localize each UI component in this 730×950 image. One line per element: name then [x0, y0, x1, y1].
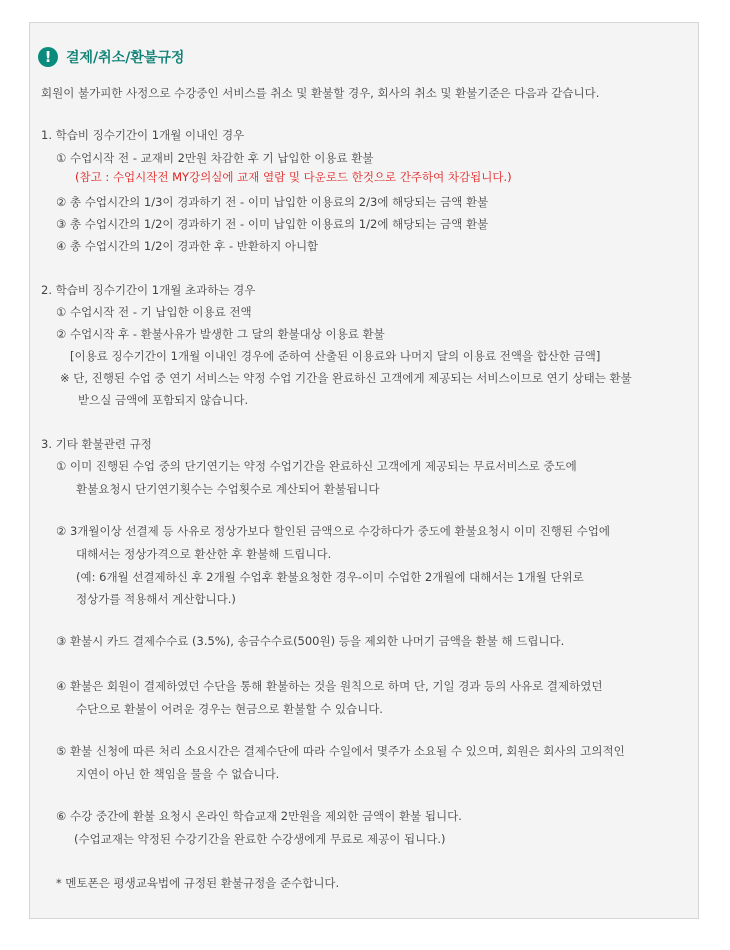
intro-text: 회원이 불가피한 사정으로 수강중인 서비스를 취소 및 환불할 경우, 회사의 취소 및 환불기준은 다음과 같습니다.	[41, 86, 600, 100]
section1-item2: ② 총 수업시간의 1/3이 경과하기 전 - 이미 납입한 이용료의 2/3에 해당되는 금액 환불	[56, 195, 489, 209]
section3-item4-line2: 수단으로 환불이 어려운 경우는 현금으로 환불할 수 있습니다.	[76, 702, 383, 716]
section2-note-line2: 받으실 금액에 포함되지 않습니다.	[78, 393, 249, 407]
section3-item3: ③ 환불시 카드 결제수수료 (3.5%), 송금수수료(500원) 등을 제외한 나머기 금액을 환불 해 드립니다.	[56, 634, 565, 648]
section2-heading: 2. 학습비 징수기간이 1개월 초과하는 경우	[41, 283, 256, 297]
section2-item2: ② 수업시작 후 - 환불사유가 발생한 그 달의 환불대상 이용료 환불	[56, 327, 385, 341]
section3-item5-line1: ⑤ 환불 신청에 따른 처리 소요시간은 결제수단에 따라 수일에서 몇주가 소요될 수 있으며, 회원은 회사의 고의적인	[56, 744, 625, 758]
section1-item3: ③ 총 수업시간의 1/2이 경과하기 전 - 이미 납입한 이용료의 1/2에 해당되는 금액 환불	[56, 217, 489, 231]
section3-item2-line3: (예: 6개월 선결제하신 후 2개월 수업후 환불요청한 경우-이미 수업한 2개월에 대해서는 1개월 단위로	[76, 570, 584, 584]
section3-item1-line2: 환불요청시 단기연기횟수는 수업횟수로 계산되어 환불됩니다	[76, 482, 380, 496]
section2-item1: ① 수업시작 전 - 기 납입한 이용료 전액	[56, 305, 252, 319]
section3-item5-line2: 지연이 아닌 한 책임을 물을 수 없습니다.	[76, 767, 280, 781]
section1-item4: ④ 총 수업시간의 1/2이 경과한 후 - 반환하지 아니함	[56, 239, 319, 253]
section3-item2-line4: 정상가를 적용해서 계산합니다.)	[76, 592, 236, 606]
section2-note-line1: ※ 단, 진행된 수업 중 연기 서비스는 약정 수업 기간을 완료하신 고객에게 제공되는 서비스이므로 연기 상태는 환불	[60, 371, 632, 385]
section3-item6-line2: (수업교재는 약정된 수강기간을 완료한 수강생에게 무료로 제공이 됩니다.)	[74, 832, 446, 846]
section3-item2-line1: ② 3개월이상 선결제 등 사유로 정상가보다 할인된 금액으로 수강하다가 중도에 환불요청시 이미 진행된 수업에	[56, 524, 610, 538]
section3-heading: 3. 기타 환불관련 규정	[41, 437, 152, 451]
section3-item2-line2: 대해서는 정상가격으로 환산한 후 환불해 드립니다.	[76, 547, 332, 561]
section1-note: (참고 : 수업시작전 MY강의실에 교재 열람 및 다운로드 한것으로 간주하여 차감됩니다.)	[75, 170, 512, 184]
page-title: 결제/취소/환불규정	[66, 50, 185, 66]
section3-item4-line1: ④ 환불은 회원이 결제하였던 수단을 통해 환불하는 것을 원칙으로 하며 단, 기일 경과 등의 사유로 결제하였던	[56, 679, 603, 693]
exclamation-circle-icon: !	[38, 47, 58, 67]
footer-note: * 멘토폰은 평생교육법에 규정된 환불규정을 준수합니다.	[56, 876, 340, 890]
section3-item1-line1: ① 이미 진행된 수업 중의 단기연기는 약정 수업기간을 완료하신 고객에게 제공되는 무료서비스로 중도에	[56, 459, 577, 473]
refund-policy-panel	[29, 22, 699, 919]
section1-item1: ① 수업시작 전 - 교재비 2만원 차감한 후 기 납입한 이용료 환불	[56, 151, 374, 165]
section-title-row	[38, 45, 184, 69]
section3-item6-line1: ⑥ 수강 중간에 환불 요청시 온라인 학습교재 2만원을 제외한 금액이 환불 됩니다.	[56, 809, 462, 823]
section1-heading: 1. 학습비 징수기간이 1개월 이내인 경우	[41, 128, 245, 142]
section2-item2-detail: [이용료 징수기간이 1개월 이내인 경우에 준하여 산출된 이용료와 나머지 달의 이용료 전액을 합산한 금액]	[70, 349, 601, 363]
